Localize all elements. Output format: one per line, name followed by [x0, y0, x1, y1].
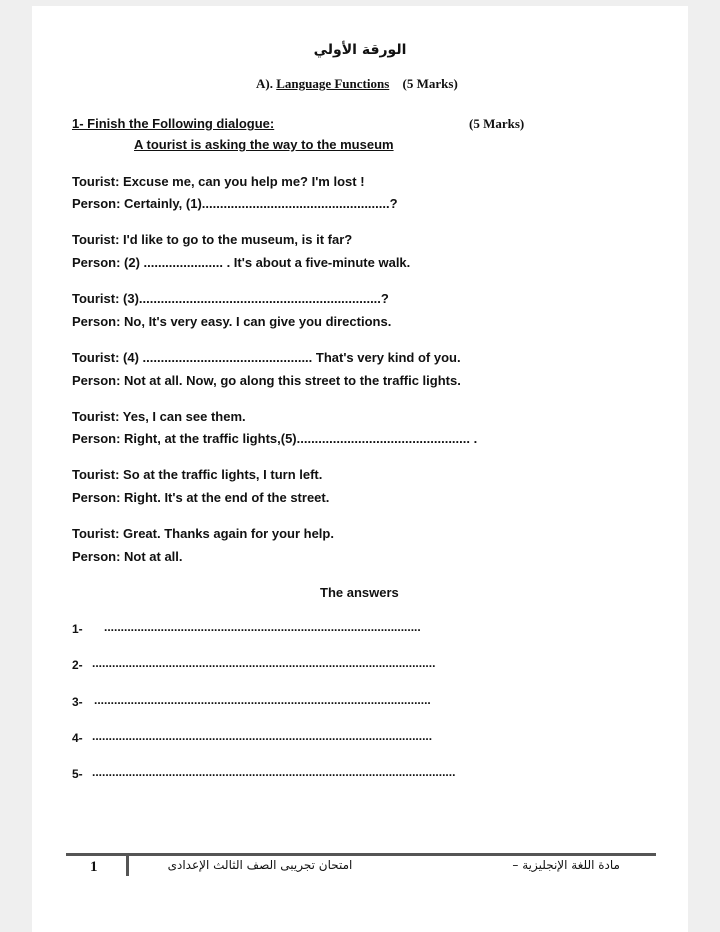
- section-heading: [256, 76, 458, 92]
- section-title: Language Functions: [276, 76, 390, 91]
- paper-title: الورقة الأولي: [313, 42, 407, 58]
- question-title: 1- Finish the Following dialogue:: [72, 116, 275, 131]
- dialogue-line: Person: Not at all.: [72, 549, 183, 564]
- question-subtitle: A tourist is asking the way to the museum: [134, 137, 394, 152]
- page-number: 1: [90, 859, 98, 875]
- footer-exam-title: امتحان تجريبى الصف الثالث الإعدادى: [167, 858, 353, 872]
- answer-blank[interactable]: ...............................................................................................: [104, 620, 421, 634]
- answer-number: 1-: [72, 622, 83, 636]
- dialogue-line: Tourist: (3)...................................................................?: [72, 291, 389, 306]
- answer-blank[interactable]: .....................................................................................................: [94, 693, 431, 707]
- dialogue-line: Person: Certainly, (1)....................................................?: [72, 196, 398, 211]
- dialogue-line: Tourist: Yes, I can see them.: [72, 409, 246, 424]
- dialogue-line: Tourist: (4) ............................................... That's very kind of you.: [72, 350, 461, 365]
- section-prefix: A).: [256, 76, 273, 91]
- answer-blank[interactable]: .............................................................................................................: [92, 765, 456, 779]
- section-marks: (5 Marks): [402, 76, 458, 91]
- answer-number: 5-: [72, 767, 83, 781]
- dialogue-line: Tourist: So at the traffic lights, I turn left.: [72, 467, 323, 482]
- dialogue-line: Tourist: Excuse me, can you help me? I'm lost !: [72, 174, 365, 189]
- dialogue-line: Person: Right. It's at the end of the street.: [72, 490, 330, 505]
- dialogue-line: Person: Right, at the traffic lights,(5)................................................ .: [72, 431, 478, 446]
- answers-heading: The answers: [320, 585, 399, 600]
- answer-blank[interactable]: ......................................................................................................: [92, 729, 433, 743]
- answer-number: 4-: [72, 731, 83, 745]
- dialogue-line: Person: (2) ...................... . It's about a five-minute walk.: [72, 255, 411, 270]
- question-marks: (5 Marks): [469, 116, 525, 131]
- dialogue-line: Person: No, It's very easy. I can give you directions.: [72, 314, 392, 329]
- dialogue-line: Person: Not at all. Now, go along this street to the traffic lights.: [72, 373, 461, 388]
- dialogue-line: Tourist: Great. Thanks again for your help.: [72, 526, 334, 541]
- answer-blank[interactable]: .......................................................................................................: [92, 656, 436, 670]
- footer-subject: مادة اللغة الإنجليزية –: [512, 858, 620, 872]
- dialogue-line: Tourist: I'd like to go to the museum, is it far?: [72, 232, 353, 247]
- footer-separator: [126, 856, 129, 876]
- footer-divider: [66, 853, 656, 856]
- answer-number: 2-: [72, 658, 83, 672]
- answer-number: 3-: [72, 695, 83, 709]
